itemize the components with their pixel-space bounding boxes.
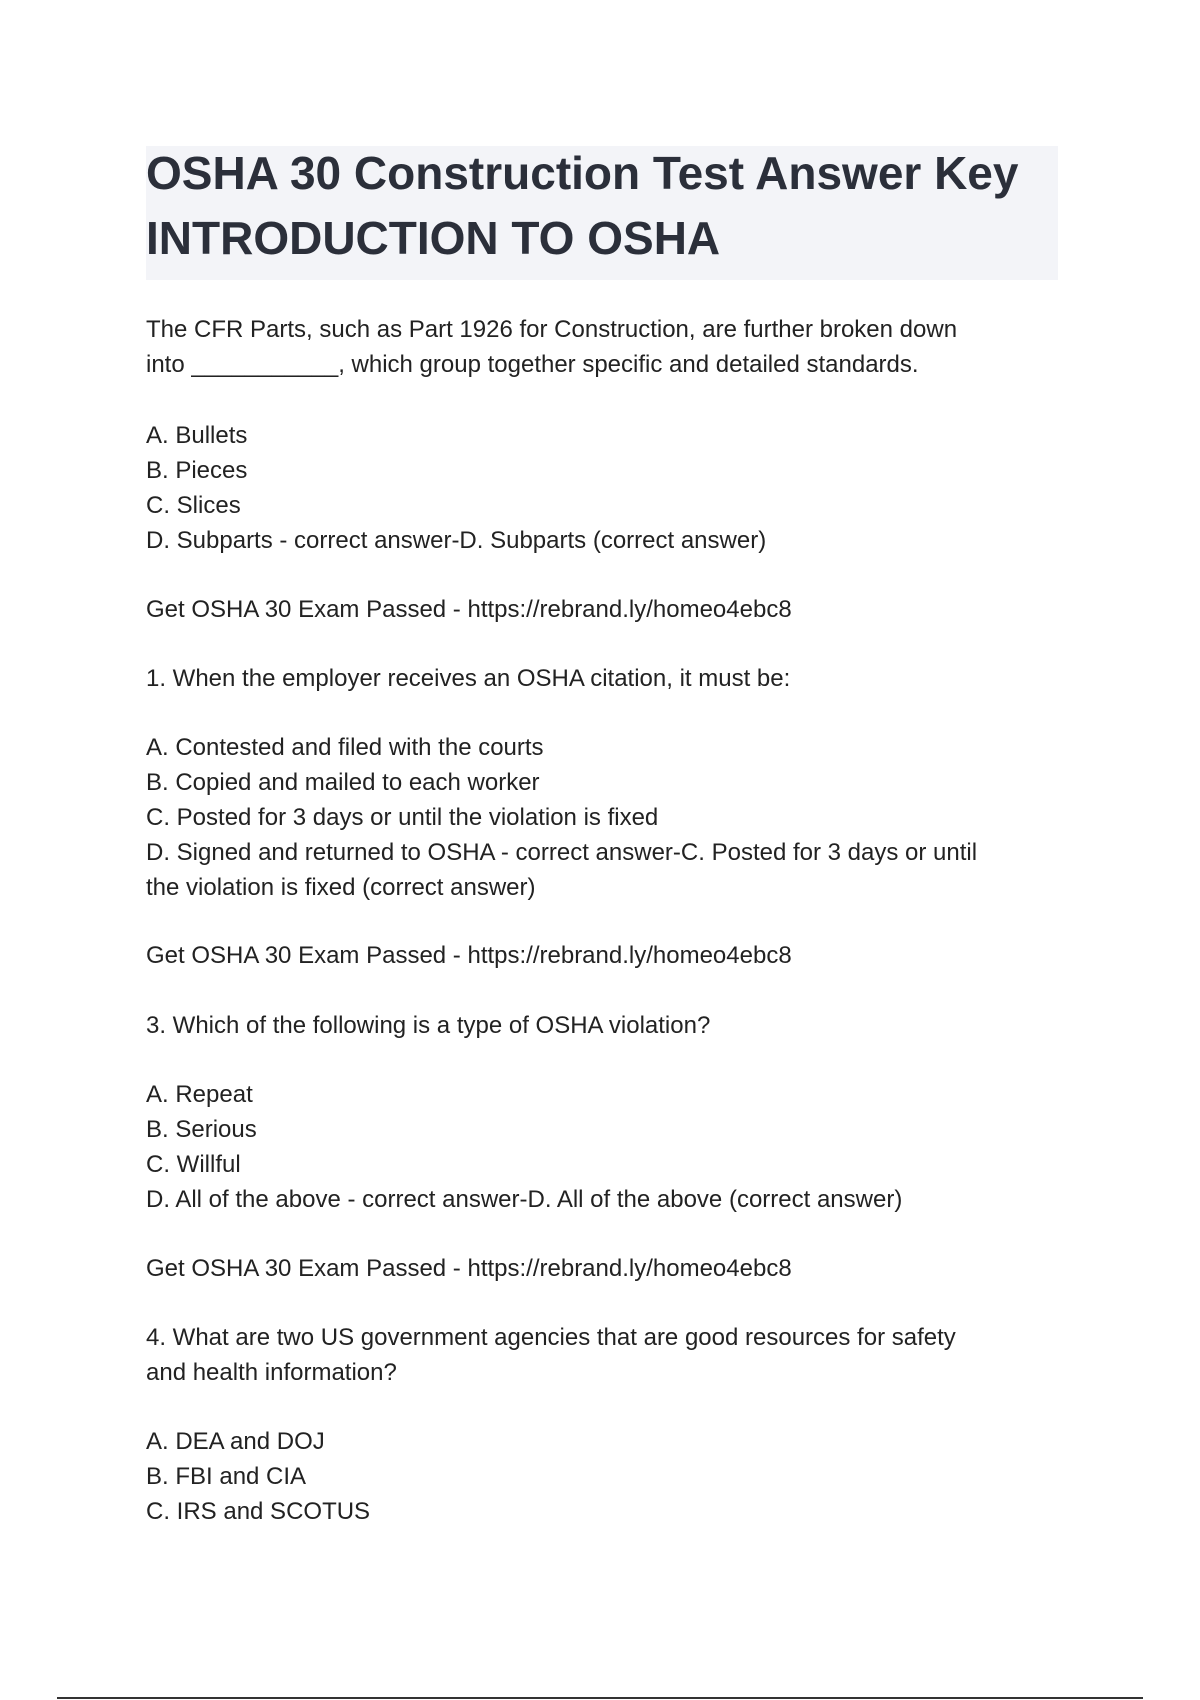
question-text: 4. What are two US government agencies that are good resources for safety xyxy=(146,1324,956,1351)
answer-option-b: B. FBI and CIA xyxy=(146,1463,307,1490)
answer-option-a: A. Contested and filed with the courts xyxy=(146,734,544,761)
answer-option-b: B. Pieces xyxy=(146,457,248,484)
answer-option-d: D. Subparts - correct answer-D. Subparts (correct answer) xyxy=(146,527,767,554)
page-bottom-rule xyxy=(57,1697,1143,1699)
document-title: OSHA 30 Construction Test Answer Key xyxy=(146,147,1019,199)
answer-option-b: B. Serious xyxy=(146,1116,257,1143)
answer-option-d: D. Signed and returned to OSHA - correct answer-C. Posted for 3 days or until xyxy=(146,839,978,866)
promo-link[interactable]: Get OSHA 30 Exam Passed - https://rebrand.ly/homeo4ebc8 xyxy=(146,942,792,969)
answer-option-c: C. Willful xyxy=(146,1151,241,1178)
answer-option-a: A. Bullets xyxy=(146,422,248,449)
answer-option-b: B. Copied and mailed to each worker xyxy=(146,769,540,796)
answer-option-a: A. DEA and DOJ xyxy=(146,1428,325,1455)
question-text: and health information? xyxy=(146,1359,397,1386)
title-block xyxy=(146,146,1058,280)
answer-option-d: D. All of the above - correct answer-D. All of the above (correct answer) xyxy=(146,1186,903,1213)
question-text: 3. Which of the following is a type of OSHA violation? xyxy=(146,1012,711,1039)
promo-link[interactable]: Get OSHA 30 Exam Passed - https://rebrand.ly/homeo4ebc8 xyxy=(146,596,792,623)
question-text: into ___________, which group together specific and detailed standards. xyxy=(146,351,919,378)
answer-option-c: C. IRS and SCOTUS xyxy=(146,1498,371,1525)
answer-option-d-continued: the violation is fixed (correct answer) xyxy=(146,874,536,901)
answer-option-c: C. Posted for 3 days or until the violation is fixed xyxy=(146,804,659,831)
question-text: 1. When the employer receives an OSHA citation, it must be: xyxy=(146,665,791,692)
section-heading: INTRODUCTION TO OSHA xyxy=(146,212,721,264)
answer-option-a: A. Repeat xyxy=(146,1081,253,1108)
question-text: The CFR Parts, such as Part 1926 for Construction, are further broken down xyxy=(146,316,958,343)
answer-option-c: C. Slices xyxy=(146,492,241,519)
promo-link[interactable]: Get OSHA 30 Exam Passed - https://rebrand.ly/homeo4ebc8 xyxy=(146,1255,792,1282)
